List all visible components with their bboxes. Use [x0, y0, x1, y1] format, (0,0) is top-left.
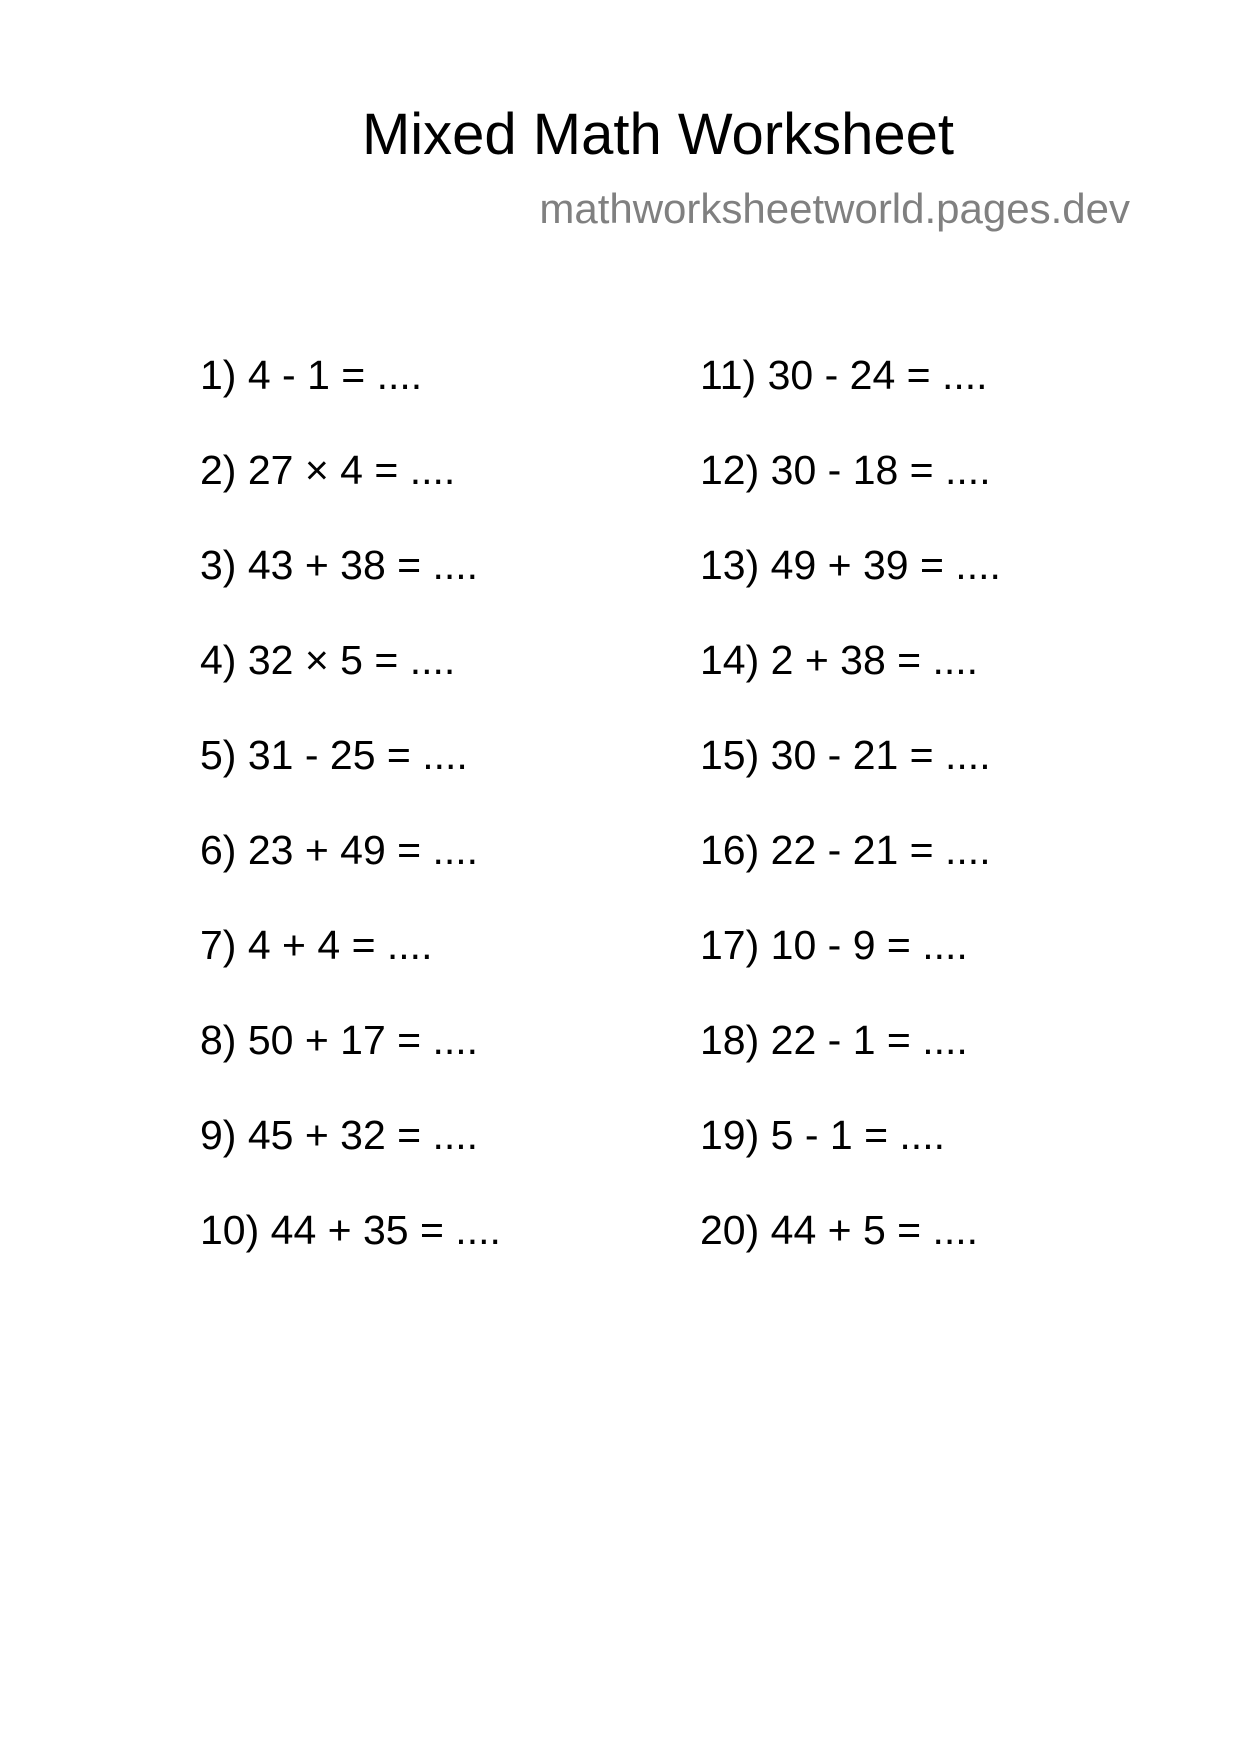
problem-column-right — [700, 350, 1001, 1300]
problem-17: 17) 10 - 9 = .... — [700, 922, 968, 968]
problem-20: 20) 44 + 5 = .... — [700, 1207, 979, 1253]
problem-16: 16) 22 - 21 = .... — [700, 827, 991, 873]
problem-7: 7) 4 + 4 = .... — [200, 922, 433, 968]
problem-4: 4) 32 × 5 = .... — [200, 637, 456, 683]
problem-8: 8) 50 + 17 = .... — [200, 1017, 479, 1063]
problem-19: 19) 5 - 1 = .... — [700, 1112, 945, 1158]
problem-14: 14) 2 + 38 = .... — [700, 637, 979, 683]
problem-column-left — [200, 350, 501, 1300]
problem-18: 18) 22 - 1 = .... — [700, 1017, 968, 1063]
problem-2: 2) 27 × 4 = .... — [200, 447, 456, 493]
page-title: Mixed Math Worksheet — [361, 102, 955, 167]
problem-5: 5) 31 - 25 = .... — [200, 732, 468, 778]
problem-6: 6) 23 + 49 = .... — [200, 827, 479, 873]
problem-15: 15) 30 - 21 = .... — [700, 732, 991, 778]
source-url: mathworksheetworld.pages.dev — [539, 185, 1130, 232]
problem-10: 10) 44 + 35 = .... — [200, 1207, 501, 1253]
problem-13: 13) 49 + 39 = .... — [700, 542, 1001, 588]
problem-11: 11) 30 - 24 = .... — [700, 352, 988, 398]
problem-1: 1) 4 - 1 = .... — [200, 352, 423, 398]
problem-9: 9) 45 + 32 = .... — [200, 1112, 479, 1158]
problem-3: 3) 43 + 38 = .... — [200, 542, 479, 588]
problem-12: 12) 30 - 18 = .... — [700, 447, 991, 493]
